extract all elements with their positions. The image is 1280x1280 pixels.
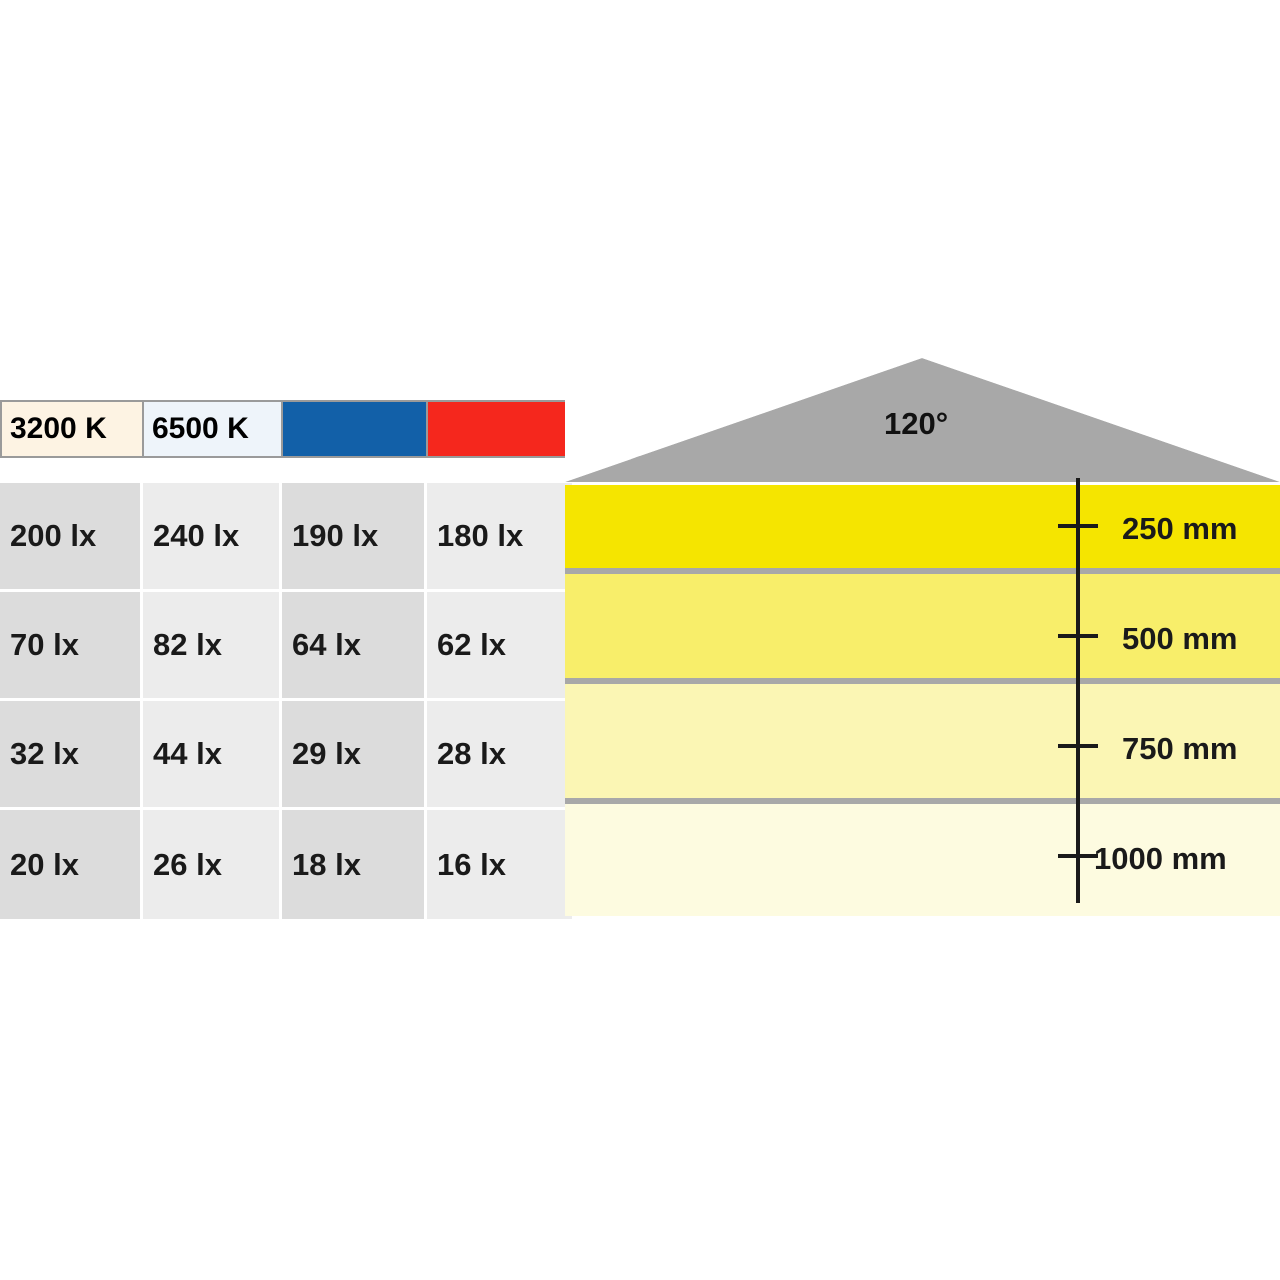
beam-angle-label: 120° (884, 406, 949, 441)
table-row (0, 483, 572, 592)
lux-cell: 16 lx (427, 810, 572, 919)
lux-cell: 26 lx (143, 810, 282, 919)
lux-cell: 64 lx (282, 592, 427, 701)
color-temp-3200k-chip (0, 400, 143, 458)
table-row (0, 592, 572, 701)
beam-separator (565, 678, 1280, 684)
color-temp-6500k-label: 6500 K (152, 412, 249, 445)
color-blue-chip (282, 400, 427, 458)
lux-cell: 240 lx (143, 483, 282, 592)
lux-cell: 20 lx (0, 810, 143, 919)
lux-cell: 28 lx (427, 701, 572, 810)
beam-separator (565, 568, 1280, 574)
lux-cell: 29 lx (282, 701, 427, 810)
lux-cell: 70 lx (0, 592, 143, 701)
lux-cell: 62 lx (427, 592, 572, 701)
color-red-chip (427, 400, 572, 458)
lux-cell: 190 lx (282, 483, 427, 592)
lux-table (0, 483, 572, 919)
lux-cell: 180 lx (427, 483, 572, 592)
distance-label-250: 250 mm (1122, 511, 1238, 546)
color-temp-3200k-label: 3200 K (10, 412, 107, 445)
table-row (0, 701, 572, 810)
lux-cell: 82 lx (143, 592, 282, 701)
color-chip-row (0, 400, 572, 458)
table-row (0, 810, 572, 919)
lux-cell: 200 lx (0, 483, 143, 592)
lux-cell: 44 lx (143, 701, 282, 810)
beam-separator (565, 798, 1280, 804)
distance-label-1000: 1000 mm (1094, 841, 1227, 876)
color-temp-6500k-chip (143, 400, 282, 458)
distance-label-500: 500 mm (1122, 621, 1238, 656)
lux-cell: 32 lx (0, 701, 143, 810)
distance-label-750: 750 mm (1122, 731, 1238, 766)
lux-cell: 18 lx (282, 810, 427, 919)
